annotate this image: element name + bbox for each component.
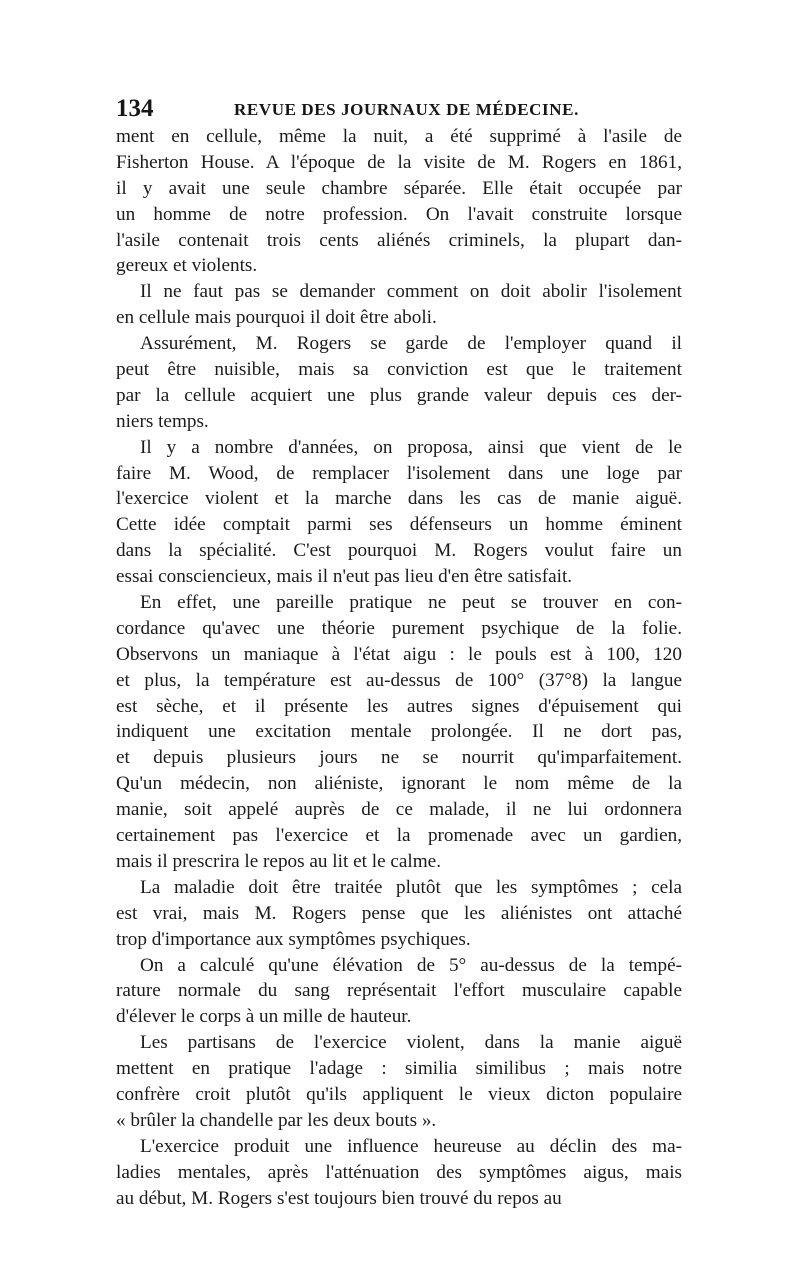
text-line: d'élever le corps à un mille de hauteur.	[116, 1006, 412, 1028]
running-title: REVUE DES JOURNAUX DE MÉDECINE.	[234, 100, 579, 119]
text-line: ladies mentales, après l'atténuation des symptômes aigus, mais	[116, 1161, 682, 1183]
paragraph	[116, 435, 682, 590]
text-line: indiquent une excitation mentale prolongée. Il ne dort pas,	[116, 721, 682, 743]
text-line: dans la spécialité. C'est pourquoi M. Rogers voulut faire un	[116, 540, 682, 562]
paragraph	[116, 279, 682, 331]
text-line: Fisherton House. A l'époque de la visite de M. Rogers en 1861,	[116, 151, 682, 173]
body-text	[116, 124, 682, 1211]
text-line: confrère croit plutôt qu'ils appliquent le vieux dicton populaire	[116, 1083, 682, 1105]
page-header	[116, 94, 682, 124]
text-line: trop d'importance aux symptômes psychiques.	[116, 928, 471, 950]
text-line: L'exercice produit une influence heureuse au déclin des ma-	[140, 1135, 682, 1157]
text-line: Qu'un médecin, non aliéniste, ignorant le nom même de la	[116, 773, 682, 795]
paragraph	[116, 953, 682, 1031]
paragraph	[116, 1030, 682, 1134]
text-line: rature normale du sang représentait l'effort musculaire capable	[116, 980, 682, 1002]
text-line: manie, soit appelé auprès de ce malade, il ne lui ordonnera	[116, 799, 682, 821]
text-line: l'asile contenait trois cents aliénés criminels, la plupart dan-	[116, 229, 682, 251]
text-line: peut être nuisible, mais sa conviction est que le traitement	[116, 359, 682, 381]
paragraph	[116, 1134, 682, 1212]
text-line: On a calculé qu'une élévation de 5° au-dessus de la tempé-	[140, 954, 682, 976]
text-line: Les partisans de l'exercice violent, dans la manie aiguë	[140, 1032, 682, 1054]
text-line: un homme de notre profession. On l'avait construite lorsque	[116, 203, 682, 225]
text-line: niers temps.	[116, 410, 209, 432]
text-line: en cellule mais pourquoi il doit être aboli.	[116, 307, 437, 329]
text-line: faire M. Wood, de remplacer l'isolement dans une loge par	[116, 462, 682, 484]
text-line: il y avait une seule chambre séparée. Elle était occupée par	[116, 177, 682, 199]
text-line: est sèche, et il présente les autres signes d'épuisement qui	[116, 695, 682, 717]
page-number: 134	[116, 95, 154, 122]
paragraph	[116, 875, 682, 953]
text-line: gereux et violents.	[116, 255, 258, 277]
paragraph	[116, 590, 682, 875]
text-line: Il ne faut pas se demander comment on doit abolir l'isolement	[140, 281, 682, 303]
text-line: « brûler la chandelle par les deux bouts ».	[116, 1109, 437, 1131]
paragraph	[116, 124, 682, 279]
text-line: et depuis plusieurs jours ne se nourrit qu'imparfaitement.	[116, 747, 682, 769]
text-line: Cette idée comptait parmi ses défenseurs un homme éminent	[116, 514, 682, 536]
text-line: au début, M. Rogers s'est toujours bien trouvé du repos au	[116, 1187, 562, 1209]
text-line: mettent en pratique l'adage : similia similibus ; mais notre	[116, 1058, 682, 1080]
text-line: et plus, la température est au-dessus de 100° (37°8) la langue	[116, 669, 682, 691]
text-line: l'exercice violent et la marche dans les cas de manie aiguë.	[116, 488, 682, 510]
text-line: Observons un maniaque à l'état aigu : le pouls est à 100, 120	[116, 643, 682, 665]
text-line: Assurément, M. Rogers se garde de l'employer quand il	[140, 333, 682, 355]
text-line: La maladie doit être traitée plutôt que les symptômes ; cela	[140, 876, 682, 898]
text-line: par la cellule acquiert une plus grande valeur depuis ces der-	[116, 384, 682, 406]
text-line: Il y a nombre d'années, on proposa, ainsi que vient de le	[140, 436, 682, 458]
text-line: est vrai, mais M. Rogers pense que les aliénistes ont attaché	[116, 902, 682, 924]
text-line: cordance qu'avec une théorie purement psychique de la folie.	[116, 617, 682, 639]
text-line: mais il prescrira le repos au lit et le calme.	[116, 850, 441, 872]
text-line: ment en cellule, même la nuit, a été supprimé à l'asile de	[116, 126, 682, 147]
text-line: En effet, une pareille pratique ne peut se trouver en con-	[140, 592, 682, 614]
paragraph	[116, 331, 682, 435]
text-line: essai consciencieux, mais il n'eut pas lieu d'en être satisfait.	[116, 566, 573, 588]
text-line: certainement pas l'exercice et la promenade avec un gardien,	[116, 825, 682, 847]
